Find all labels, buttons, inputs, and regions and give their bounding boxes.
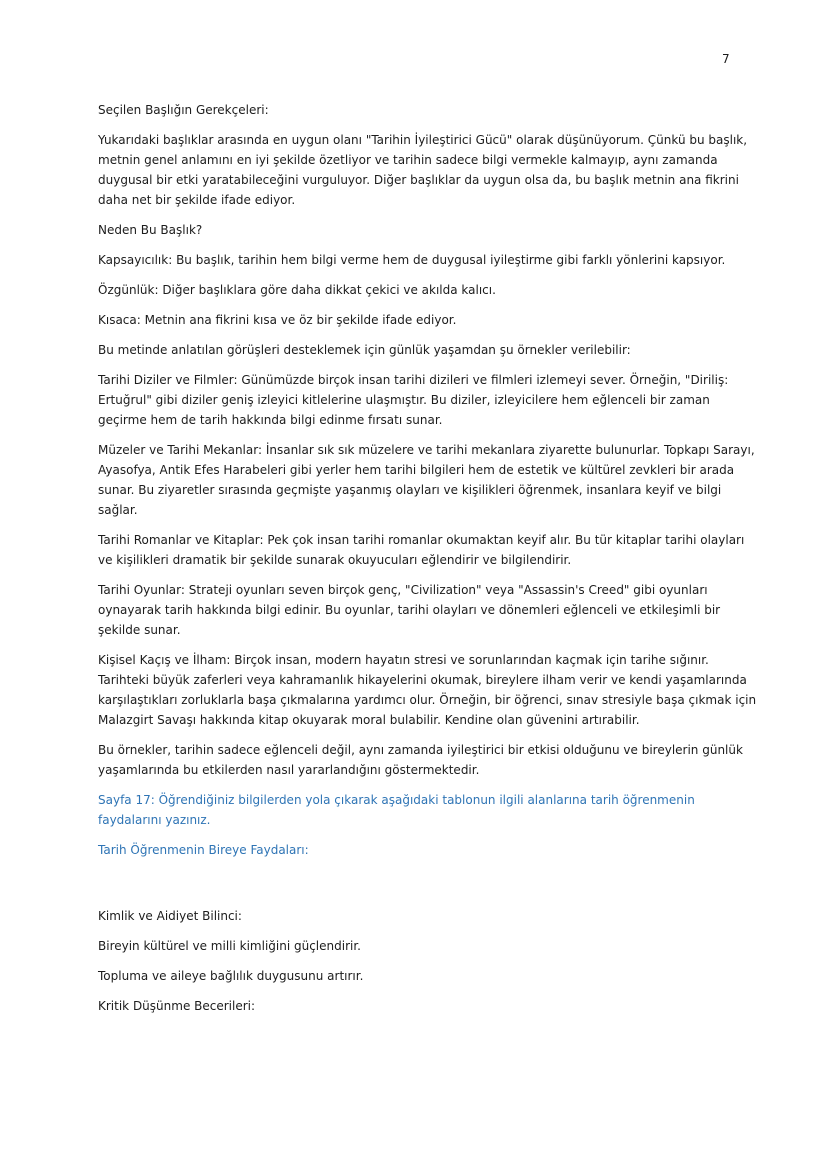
heading-benefits: Tarih Öğrenmenin Bireye Faydaları: [98,843,309,857]
paragraph-briefly: Kısaca: Metnin ana fikrini kısa ve öz bir şekilde ifade ediyor. [98,313,457,327]
heading-reasons: Seçilen Başlığın Gerekçeleri: [98,103,269,117]
benefit-heading-identity: Kimlik ve Aidiyet Bilinci: [98,909,242,923]
paragraph-games: Tarihi Oyunlar: Strateji oyunları seven birçok genç, "Civilization" veya "Assassin's Creed" gibi oyunları oynayarak tarih hakkında bilgi edinir. Bu oyunlar, tarihi olayları ve dönemleri eğlenceli ve etkileşimli bir şekilde sunar. [98,583,721,637]
paragraph-escape-inspiration: Kişisel Kaçış ve İlham: Birçok insan, modern hayatın stresi ve sorunlarından kaçmak için tarihe sığınır. Tarihteki büyük zaferleri veya kahramanlık hikayelerini okumak, bireylere ilham verir ve kendi yaşamlarında karşılaştıkları zorluklarla başa çıkmalarına yardımcı olur. Örneğin, bir öğrenci, sınav stresiyle başa çıkmak için Malazgirt Savaşı hakkında kitap okuyarak moral bulabilir. Kendine olan güvenini artırabilir. [98,653,757,727]
paragraph-inclusiveness: Kapsayıcılık: Bu başlık, tarihin hem bilgi verme hem de duygusal iyileştirme gibi farklı yönlerini kapsıyor. [98,253,726,267]
benefit-item-identity: Bireyin kültürel ve milli kimliğini güçlendirir. [98,939,361,953]
paragraph-museums: Müzeler ve Tarihi Mekanlar: İnsanlar sık sık müzelere ve tarihi mekanlara ziyarette bulunurlar. Topkapı Sarayı, Ayasofya, Antik Efes Harabeleri gibi yerler hem tarihi bilgileri hem de estetik ve kültürel zevkleri bir arada sunar. Bu ziyaretler sırasında geçmişte yaşanmış olayları ve kişilikleri öğrenmek, insanlara keyif ve bilgi sağlar. [98,443,755,517]
heading-why-title: Neden Bu Başlık? [98,223,203,237]
benefit-item-loyalty: Topluma ve aileye bağlılık duygusunu artırır. [98,969,364,983]
page-number: 7 [722,52,730,66]
paragraph-series-films: Tarihi Diziler ve Filmler: Günümüzde birçok insan tarihi dizileri ve filmleri izlemeyi sever. Örneğin, "Diriliş: Ertuğrul" gibi diziler geniş izleyici kitlelerine ulaşmıştır. Bu diziler, izleyicilere hem eğlenceli bir zaman geçirme hem de tarih hakkında bilgi edinme fırsatı sunar. [98,373,729,427]
paragraph-examples-intro: Bu metinde anlatılan görüşleri desteklemek için günlük yaşamdan şu örnekler verilebilir: [98,343,631,357]
question-page-17: Sayfa 17: Öğrendiğiniz bilgilerden yola çıkarak aşağıdaki tablonun ilgili alanlarına tarih öğrenmenin faydalarını yazınız. [98,793,695,827]
benefit-heading-critical-thinking: Kritik Düşünme Becerileri: [98,999,256,1013]
paragraph-reasons: Yukarıdaki başlıklar arasında en uygun olanı "Tarihin İyileştirici Gücü" olarak düşünüyorum. Çünkü bu başlık, metnin genel anlamını en iyi şekilde özetliyor ve tarihin sadece bilgi vermekle kalmayıp, aynı zamanda duygusal bir etki yaratabileceğini vurguluyor. Diğer başlıklar da uygun olsa da, bu başlık metnin ana fikrini daha net bir şekilde ifade ediyor. [98,133,748,207]
paragraph-conclusion: Bu örnekler, tarihin sadece eğlenceli değil, aynı zamanda iyileştirici bir etkisi olduğunu ve bireylerin günlük yaşamlarında bu etkilerden nasıl yararlandığını göstermektedir. [98,743,743,777]
blank-space [98,870,758,906]
document-body [98,100,758,1026]
paragraph-novels: Tarihi Romanlar ve Kitaplar: Pek çok insan tarihi romanlar okumaktan keyif alır. Bu tür kitaplar tarihi olayları ve kişilikleri dramatik bir şekilde sunarak okuyucuları eğlendirir ve bilgilendirir. [98,533,745,567]
paragraph-originality: Özgünlük: Diğer başlıklara göre daha dikkat çekici ve akılda kalıcı. [98,283,496,297]
